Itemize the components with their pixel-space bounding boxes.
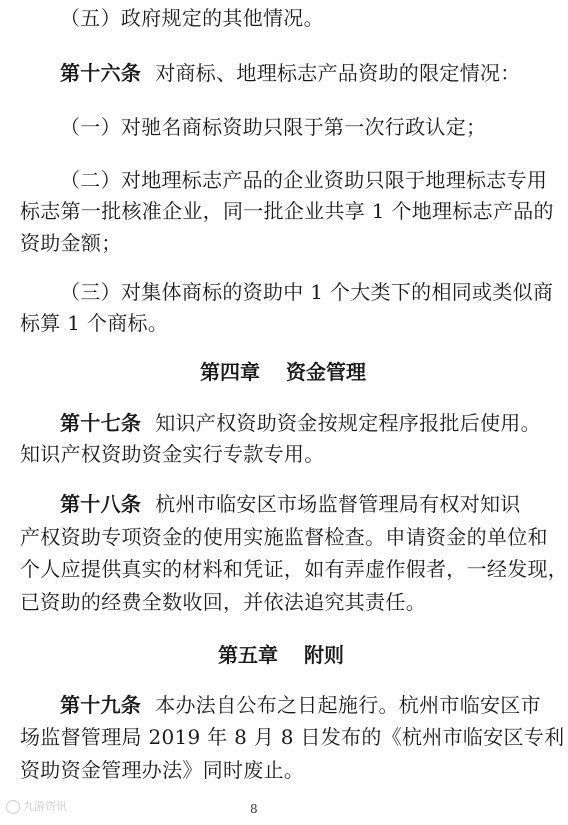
chapter-number: 第四章 [200,360,260,384]
article-19-heading [60,695,541,715]
article-text: 对商标、地理标志产品资助的限定情况： [155,61,521,85]
article-label: 第十八条 [60,492,142,516]
watermark [6,800,67,814]
article-17-heading [60,413,541,433]
chapter-number: 第五章 [218,643,278,667]
article-18-heading [60,494,521,514]
article-label: 第十七条 [60,411,142,435]
text-line: 场监督管理局 2019 年 8 月 8 日发布的《杭州市临安区专利 [20,725,565,749]
text-line: 个人应提供真实的材料和凭证，如有弄虚作假者，一经发现， [20,557,568,581]
article-label: 第十六条 [60,61,142,85]
text-line: 标算 1 个商标。 [20,311,169,335]
text-line: 知识产权资助资金实行专款专用。 [20,442,325,466]
chapter-heading [218,645,344,665]
article-label: 第十九条 [60,693,142,717]
page-number: 8 [250,802,258,816]
article-text: 知识产权资助资金按规定程序报批后使用。 [155,411,541,435]
text-line: （五）政府规定的其他情况。 [60,6,324,30]
article-text: 杭州市临安区市场监督管理局有权对知识 [155,492,521,516]
watermark-icon [6,800,20,814]
watermark-text: 九游资讯 [23,800,67,813]
text-line: （二）对地理标志产品的企业资助只限于地理标志专用 [60,168,548,192]
article-text: 本办法自公布之日起施行。杭州市临安区市 [155,693,541,717]
text-line: （一）对驰名商标资助只限于第一次行政认定； [60,115,487,139]
text-line: 已资助的经费全数收回，并依法追究其责任。 [20,590,426,614]
text-line: 产权资助专项资金的使用实施监督检查。申请资金的单位和 [20,525,548,549]
chapter-title: 附则 [304,643,344,667]
chapter-heading [200,362,366,382]
chapter-title: 资金管理 [286,360,366,384]
text-line: （三）对集体商标的资助中 1 个大类下的相同或类似商 [60,280,554,304]
text-line: 资助资金管理办法》同时废止。 [20,758,305,782]
text-line: 标志第一批核准企业，同一批企业共享 1 个地理标志产品的 [20,199,554,223]
text-line: 资助金额； [20,231,122,255]
article-16-heading [60,63,521,83]
